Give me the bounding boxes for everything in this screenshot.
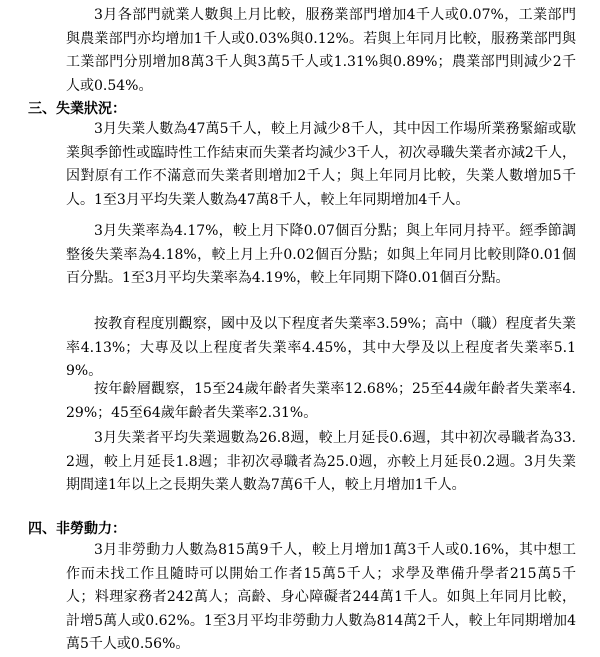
paragraph-rate-by-education: 按教育程度別觀察，國中及以下程度者失業率3.59%；高中（職）程度者失業率4.13%；大專及以上程度者失業率4.45%，其中大學及以上程度者失業率5.19%。	[66, 316, 576, 379]
paragraph-unemployment-count: 3月失業人數為47萬5千人，較上月減少8千人，其中因工作場所業務緊縮或歇業與季節性或臨時性工作結束而失業者均減少3千人，初次尋職失業者亦減2千人，因對原有工作不滿意而失業者則增加2千人；與上年同月比較，失業人數增加5千人。1至3月平均失業人數為47萬8千人，較上年同期增加4千人。	[66, 121, 576, 208]
section-heading-non-labor-force: 四、非勞動力：	[28, 521, 126, 537]
paragraph-rate-by-age: 按年齡層觀察，15至24歲年齡者失業率12.68%；25至44歲年齡者失業率4.29%；45至64歲年齡者失業率2.31%。	[66, 381, 576, 421]
paragraph-non-labor-force: 3月非勞動力人數為815萬9千人，較上月增加1萬3千人或0.16%，其中想工作而未找工作且隨時可以開始工作者15萬5千人；求學及準備升學者215萬5千人；料理家務者242萬人；高齡、身心障礙者244萬1千人。如與上年同月比較，計增5萬人或0.62%。1至3月平均非勞動力人數為814萬2千人，較上年同期增加4萬5千人或0.56%。	[66, 542, 576, 652]
paragraph-unemployment-duration: 3月失業者平均失業週數為26.8週，較上月延長0.6週，其中初次尋職者為33.2週，較上月延長1.8週；非初次尋職者為25.0週，亦較上月延長0.2週。3月失業期間達1年以上之長期失業人數為7萬6千人，較上月增加1千人。	[66, 430, 576, 493]
paragraph-employment-by-sector: 3月各部門就業人數與上月比較，服務業部門增加4千人或0.07%，工業部門與農業部門亦均增加1千人或0.03%與0.12%。若與上年同月比較，服務業部門與工業部門分別增加8萬3千人與3萬5千人或1.31%與0.89%；農業部門則減少2千人或0.54%。	[66, 7, 576, 94]
section-heading-unemployment: 三、失業狀況：	[28, 101, 126, 117]
paragraph-unemployment-rate: 3月失業率為4.17%，較上月下降0.07個百分點；與上年同月持平。經季節調整後失業率為4.18%，較上月上升0.02個百分點；如與上年同月比較則降0.01個百分點。1至3月平均失業率為4.19%，較上年同期下降0.01個百分點。	[66, 223, 576, 286]
